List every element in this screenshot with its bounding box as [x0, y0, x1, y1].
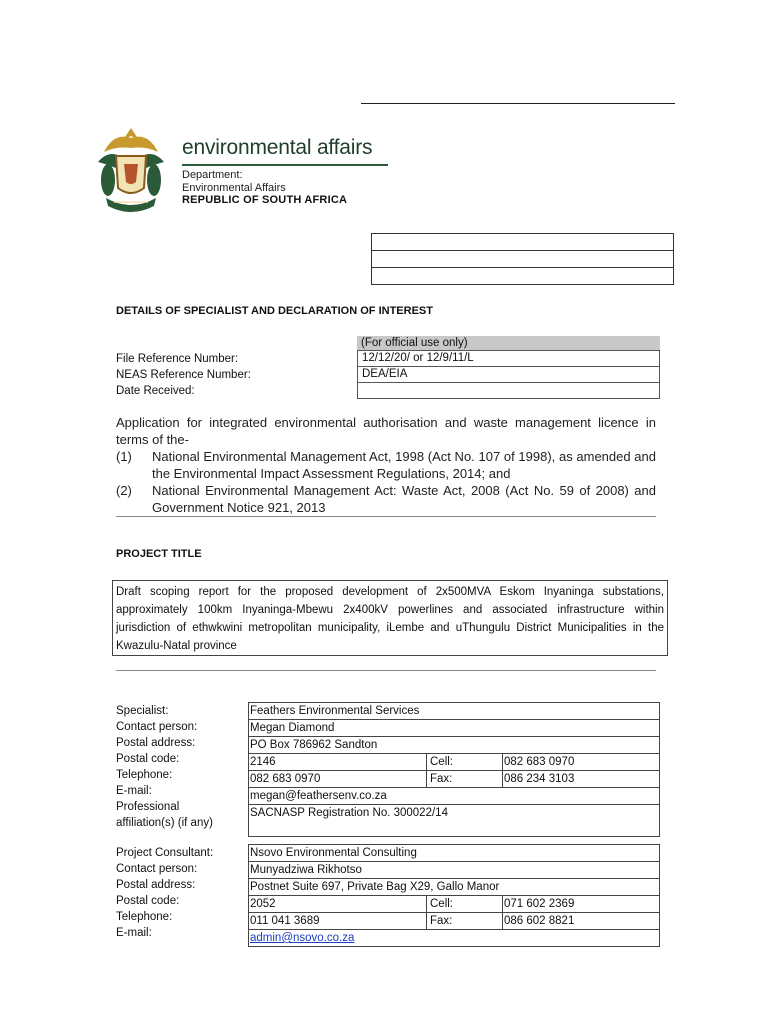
telephone-label: Telephone:	[116, 769, 173, 781]
official-use-label: (For official use only)	[357, 336, 660, 350]
logo-rule	[182, 164, 388, 166]
official-box[interactable]	[371, 233, 674, 251]
specialist-labels	[116, 703, 213, 831]
neas-reference-value[interactable]: DEA/EIA	[357, 367, 660, 383]
specialist-label: Specialist:	[116, 705, 169, 717]
item-number: (2)	[116, 483, 132, 498]
consultant-postal[interactable]: Postnet Suite 697, Private Bag X29, Gallo Manor	[250, 881, 500, 893]
consultant-telephone[interactable]: 011 041 3689	[249, 913, 427, 929]
telephone-label: Telephone:	[116, 911, 173, 923]
date-received-label: Date Received:	[116, 385, 195, 397]
project-consultant-label: Project Consultant:	[116, 847, 214, 859]
cell-label: Cell:	[427, 754, 503, 770]
logo-dept-line2: Environmental Affairs	[182, 182, 286, 194]
consultant-contact[interactable]: Munyadziwa Rikhotso	[250, 864, 362, 876]
table-row	[248, 771, 660, 788]
file-reference-value[interactable]: 12/12/20/ or 12/9/11/L	[357, 350, 660, 367]
application-item	[116, 448, 656, 482]
fax-label: Fax:	[427, 913, 503, 929]
table-row	[248, 879, 660, 896]
date-received-value[interactable]	[357, 383, 660, 399]
consultant-email-link[interactable]: admin@nsovo.co.za	[250, 932, 355, 944]
file-reference-label: File Reference Number:	[116, 353, 239, 365]
page-title: DETAILS OF SPECIALIST AND DECLARATION OF INTEREST	[116, 305, 433, 317]
table-row	[248, 862, 660, 879]
table-row	[248, 720, 660, 737]
consultant-cell[interactable]: 071 602 2369	[504, 898, 575, 910]
email-label: E-mail:	[116, 927, 152, 939]
reference-labels	[116, 351, 251, 399]
logo-dept-line1: Department:	[182, 169, 243, 181]
logo-country: REPUBLIC OF SOUTH AFRICA	[182, 194, 348, 206]
professional-label: Professional	[116, 801, 180, 813]
specialist-fax[interactable]: 086 234 3103	[504, 773, 575, 785]
consultant-code[interactable]: 2052	[249, 896, 427, 912]
fax-label: Fax:	[427, 771, 503, 787]
specialist-affiliation[interactable]: SACNASP Registration No. 300022/14	[250, 807, 448, 819]
table-row	[248, 913, 660, 930]
consultant-table	[248, 844, 660, 947]
project-title-heading: PROJECT TITLE	[116, 548, 202, 560]
table-row	[248, 737, 660, 754]
specialist-contact[interactable]: Megan Diamond	[250, 722, 335, 734]
specialist-cell[interactable]: 082 683 0970	[504, 756, 575, 768]
official-boxes	[371, 233, 674, 285]
specialist-name[interactable]: Feathers Environmental Services	[250, 705, 420, 717]
application-intro: Application for integrated environmental authorisation and waste management licence in terms of the-	[116, 415, 656, 447]
specialist-email[interactable]: megan@feathersenv.co.za	[250, 790, 387, 802]
department-logo	[94, 122, 394, 217]
official-box[interactable]	[371, 268, 674, 285]
item-number: (1)	[116, 449, 132, 464]
section-divider	[116, 516, 656, 517]
table-row	[248, 844, 660, 862]
specialist-table	[248, 702, 660, 837]
table-row	[248, 702, 660, 720]
application-item	[116, 482, 656, 516]
table-row	[248, 930, 660, 947]
section-divider	[116, 670, 656, 671]
consultant-fax[interactable]: 086 602 8821	[504, 915, 575, 927]
table-row	[248, 754, 660, 771]
project-title-box: Draft scoping report for the proposed development of 2x500MVA Eskom Inyaninga substations, approximately 100km Inyaninga-Mbewu 2x400kV powerlines and associated infrastructure within jurisdiction of ethwkwini metropolitan municipality, iLembe and uThungulu District Municipalities in the Kwazulu-Natal province	[112, 580, 668, 656]
postal-code-label: Postal code:	[116, 895, 180, 907]
consultant-name[interactable]: Nsovo Environmental Consulting	[250, 847, 417, 859]
specialist-telephone[interactable]: 082 683 0970	[249, 771, 427, 787]
table-row	[248, 805, 660, 837]
table-row	[248, 896, 660, 913]
coat-of-arms-icon	[94, 122, 168, 214]
official-box[interactable]	[371, 251, 674, 268]
email-label: E-mail:	[116, 785, 152, 797]
affiliation-label: affiliation(s) (if any)	[116, 817, 213, 829]
consultant-labels	[116, 845, 213, 941]
specialist-code[interactable]: 2146	[249, 754, 427, 770]
cell-label: Cell:	[427, 896, 503, 912]
item-text: National Environmental Management Act: Waste Act, 2008 (Act No. 59 of 2008) and Government Notice 921, 2013	[152, 483, 656, 515]
logo-department	[182, 169, 286, 195]
application-text	[116, 414, 656, 516]
neas-reference-label: NEAS Reference Number:	[116, 369, 251, 381]
contact-person-label: Contact person:	[116, 721, 198, 733]
item-text: National Environmental Management Act, 1998 (Act No. 107 of 1998), as amended and the Environmental Impact Assessment Regulations, 2014; and	[152, 449, 656, 481]
table-row	[248, 788, 660, 805]
logo-brand-name: environmental affairs	[182, 136, 373, 159]
postal-address-label: Postal address:	[116, 879, 196, 891]
contact-person-label: Contact person:	[116, 863, 198, 875]
reference-table	[357, 336, 660, 399]
specialist-postal[interactable]: PO Box 786962 Sandton	[250, 739, 378, 751]
postal-code-label: Postal code:	[116, 753, 180, 765]
postal-address-label: Postal address:	[116, 737, 196, 749]
top-signature-line	[361, 103, 675, 104]
